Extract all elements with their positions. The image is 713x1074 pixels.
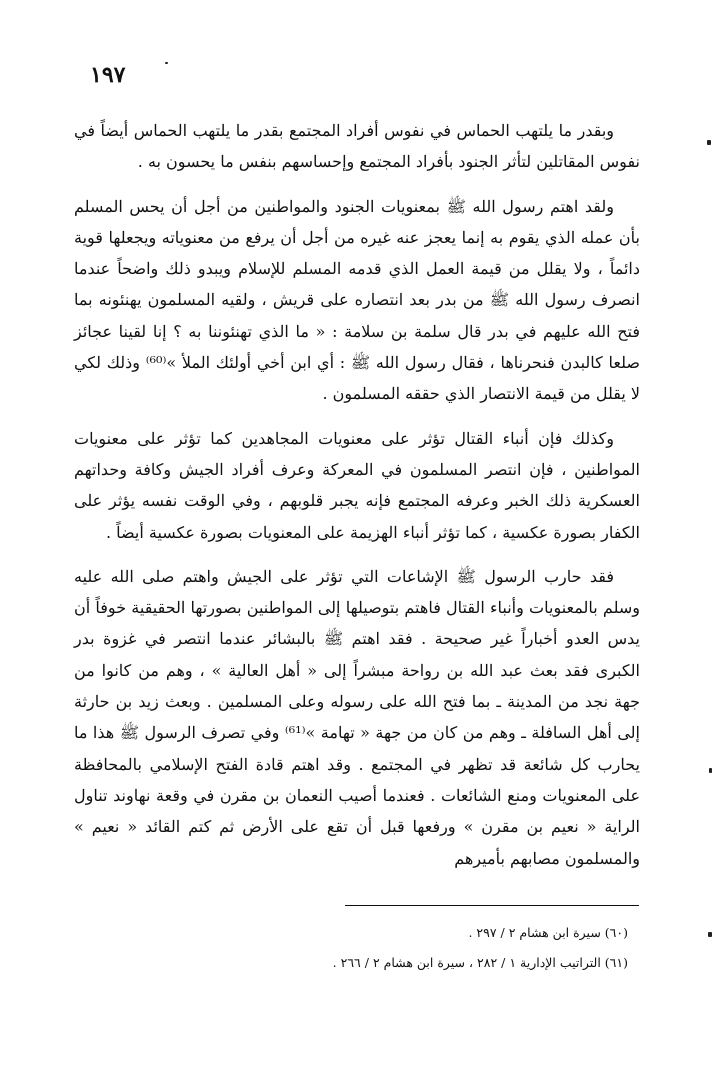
footnote-divider [345,905,639,906]
footnote: (٦٠) سيرة ابن هشام ٢ / ٢٩٧ . [468,925,628,940]
paragraph: فقد حارب الرسول ﷺ الإشاعات التي تؤثر على الجيش واهتم صلى الله عليه وسلم بالمعنويات وأنباء القتال فاهتم بتوصيلها إلى المواطنين بصورتها الحقيقية خوفاً أن يدس العدو أخباراً غير صحيحة . فقد اهتم ﷺ بالبشائر عندما انتصر في غزوة بدر الكبرى فقد بعث عبد الله بن رواحة مبشراً إلى « أهل العالية » ، وهم من كانوا من جهة نجد من المدينة ـ بما فتح الله على رسوله وعلى المسلمين . وبعث زيد بن حارثة إلى أهل السافلة ـ وهم من كان من جهة « تهامة »⁽⁶¹⁾ وفي تصرف الرسول ﷺ هذا ما يحارب كل شائعة قد تظهر في المجتمع . وقد اهتم قادة الفتح الإسلامي بالمحافظة على المعنويات ومنع الشائعات . فعندما أصيب النعمان بن مقرن في وقعة نهاوند تناول الراية « نعيم بن مقرن » ورفعها قبل أن تقع على الأرض ثم كتم القائد « نعيم » والمسلمون مصابهم بأميرهم [74,566,640,868]
paragraph: وكذلك فإن أنباء القتال تؤثر على معنويات المجاهدين كما تؤثر على معنويات المواطنين ، فإن انتصر المسلمون في المعركة وعرف أفراد الجيش وكافة وحداتهم العسكرية ذلك الخبر وعرفه المجتمع فإنه يجبر قلوبهم ، وفي الوقت نفسه يؤثر على الكفار بصورة عكسية ، كما تؤثر أنباء الهزيمة على المعنويات بصورة عكسية أيضاً . [74,428,640,542]
scan-mark [709,768,712,773]
scan-mark [165,62,168,64]
scan-mark [708,932,712,937]
body-text [74,115,640,887]
paragraph: ولقد اهتم رسول الله ﷺ بمعنويات الجنود والمواطنين من أجل أن يحس المسلم بأن عمله الذي يقوم به إنما يعجز عنه غيره من أجل أن يرفع من معنوياته ويجعلها قوية دائماً ، ولا يقلل من قيمة العمل الذي قدمه المسلم للإسلام ويبدو ذلك واضحاً عندما انصرف رسول الله ﷺ من بدر بعد انتصاره على قريش ، ولقيه المسلمون يهنئونه بما فتح الله عليهم في بدر قال سلمة بن سلامة : « ما الذي تهنئوننا به ؟ إنا لقينا عجائز صلعا كالبدن فنحرناها ، فقال رسول الله ﷺ : أي ابن أخي أولئك الملأ »⁽⁶⁰⁾ وذلك لكي لا يقلل من قيمة الانتصار الذي حققه المسلمون . [74,196,640,404]
paragraph: وبقدر ما يلتهب الحماس في نفوس أفراد المجتمع بقدر ما يلتهب الحماس أيضاً في نفوس المقاتلين لتأثر الجنود بأفراد المجتمع وإحساسهم بنفس ما يحسون به . [74,121,640,172]
footnote: (٦١) التراتيب الإدارية ١ / ٢٨٢ ، سيرة ابن هشام ٢ / ٢٦٦ . [332,955,628,970]
scan-mark [707,140,711,145]
page-number: ١٩٧ [90,62,126,88]
footnotes [74,918,640,978]
